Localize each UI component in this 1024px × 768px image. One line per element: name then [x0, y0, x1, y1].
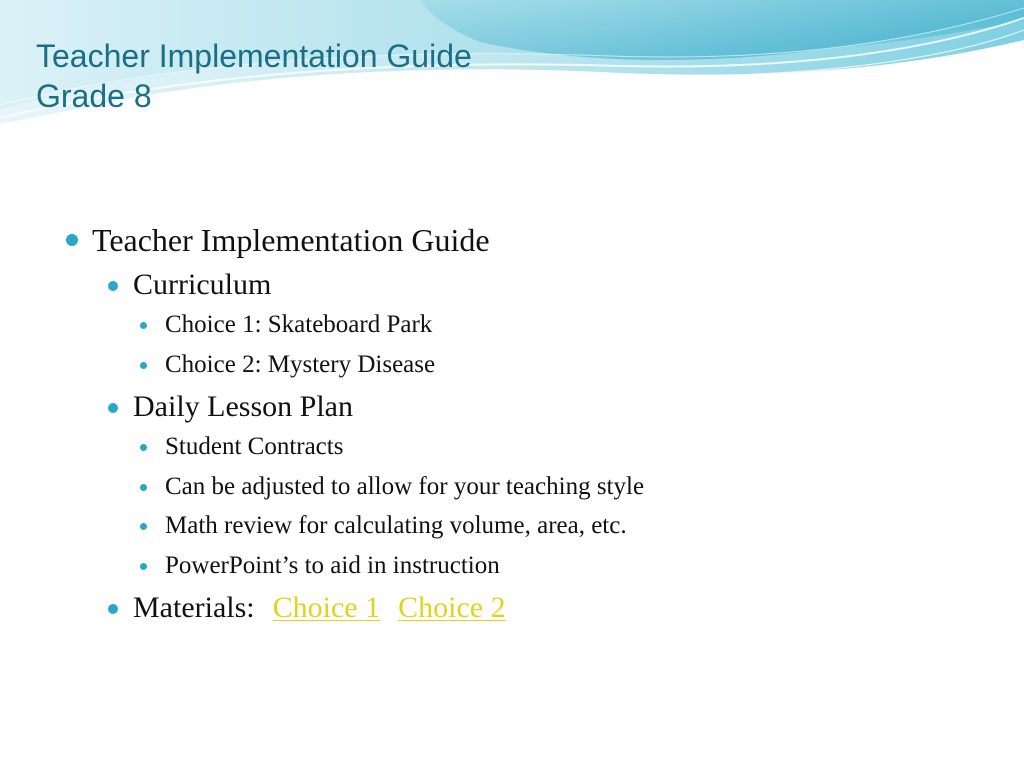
- slide-title-line2: Grade 8: [36, 78, 152, 114]
- bullet-text: Curriculum: [133, 268, 272, 301]
- bullet-text: Daily Lesson Plan: [133, 390, 353, 423]
- slide-title-line1: Teacher Implementation Guide: [36, 38, 472, 74]
- bullet-dot-icon: [140, 484, 147, 491]
- materials-label: Materials:: [133, 591, 255, 624]
- bullet-text: Student Contracts: [165, 433, 344, 460]
- bullet-curriculum: [0, 264, 1024, 305]
- bullet-choice-2: [0, 345, 1024, 385]
- bullet-dot-icon: [140, 563, 147, 570]
- bullet-dot-icon: [140, 322, 147, 329]
- materials-choice-2-link[interactable]: Choice 2: [398, 591, 506, 624]
- bullet-text: Teacher Implementation Guide: [92, 222, 490, 258]
- bullet-dot-icon: [140, 444, 147, 451]
- bullet-dot-icon: [108, 281, 118, 291]
- bullet-text: Choice 1: Skateboard Park: [165, 311, 433, 338]
- bullet-student-contracts: [0, 427, 1024, 467]
- bullet-dot-icon: [140, 362, 147, 369]
- bullet-powerpoints: [0, 546, 1024, 586]
- materials-choice-1-link[interactable]: Choice 1: [272, 591, 381, 624]
- bullet-text: Can be adjusted to allow for your teaching style: [165, 472, 645, 500]
- bullet-text: PowerPoint’s to aid in instruction: [165, 551, 500, 579]
- bullet-dot-icon: [108, 403, 118, 413]
- slide-title: [36, 36, 472, 116]
- bullet-dot-icon: [108, 604, 118, 614]
- bullet-choice-1: [0, 305, 1024, 345]
- bullet-adjustable: [0, 467, 1024, 507]
- bullet-dot-icon: [140, 523, 147, 530]
- bullet-teacher-implementation-guide: [0, 218, 1024, 262]
- bullet-dot-icon: [66, 234, 78, 246]
- bullet-text: Choice 2: Mystery Disease: [165, 350, 436, 378]
- bullet-materials: [0, 587, 1024, 628]
- bullet-list: [0, 218, 1024, 628]
- bullet-math-review: [0, 506, 1024, 546]
- bullet-daily-lesson-plan: [0, 386, 1024, 427]
- bullet-text: Math review for calculating volume, area, etc.: [165, 512, 627, 539]
